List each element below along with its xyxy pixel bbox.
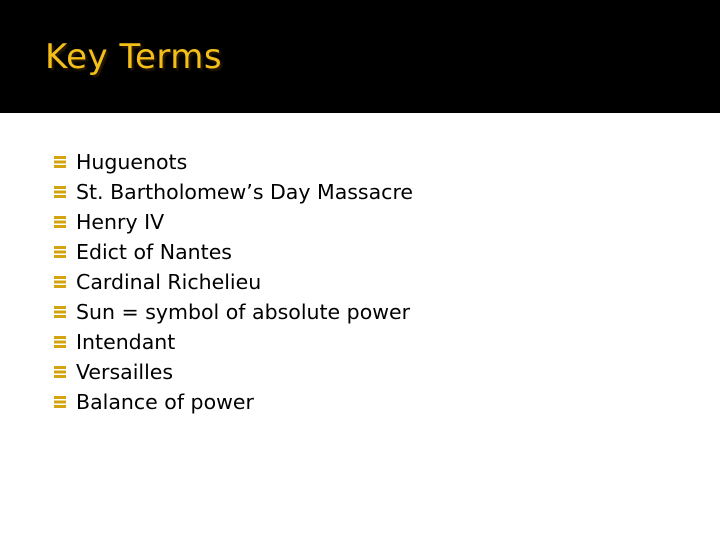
- square-bullet-icon: [54, 366, 66, 378]
- square-bullet-icon: [54, 396, 66, 408]
- bullet-text: Versailles: [76, 360, 174, 384]
- bullet-text: Cardinal Richelieu: [76, 270, 262, 294]
- square-bullet-icon: [54, 306, 66, 318]
- bullet-text: Intendant: [76, 330, 176, 354]
- bullet-text: Balance of power: [76, 390, 254, 414]
- slide-title: Key Terms: [45, 37, 223, 77]
- bullet-text: Huguenots: [76, 150, 188, 174]
- bullet-text: St. Bartholomew’s Day Massacre: [76, 180, 414, 204]
- bullet-text: Sun = symbol of absolute power: [76, 300, 411, 324]
- square-bullet-icon: [54, 186, 66, 198]
- square-bullet-icon: [54, 276, 66, 288]
- square-bullet-icon: [54, 216, 66, 228]
- square-bullet-icon: [54, 336, 66, 348]
- square-bullet-icon: [54, 156, 66, 168]
- square-bullet-icon: [54, 246, 66, 258]
- title-band: [0, 0, 720, 113]
- bullet-text: Henry IV: [76, 210, 165, 234]
- bullet-text: Edict of Nantes: [76, 240, 232, 264]
